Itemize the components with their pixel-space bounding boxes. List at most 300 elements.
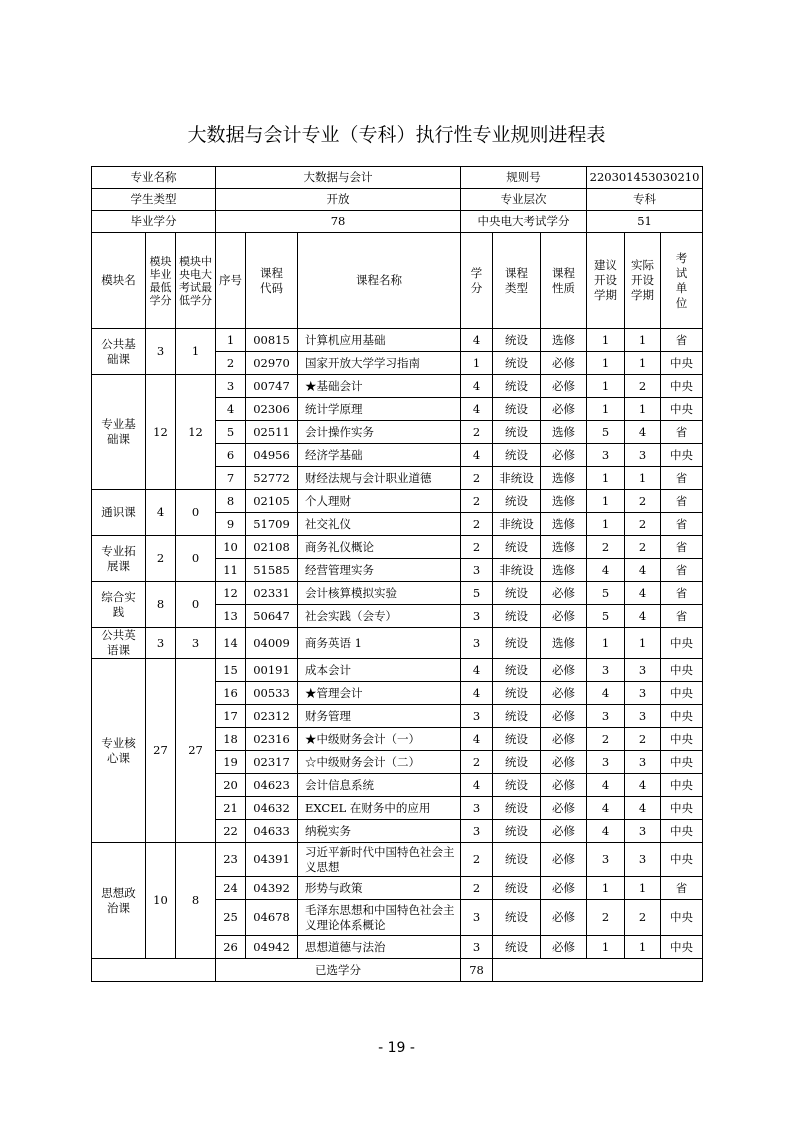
course-actual-term: 4 (625, 797, 661, 820)
course-code: 04942 (246, 936, 298, 959)
course-seq: 18 (216, 728, 246, 751)
table-row (92, 659, 703, 682)
course-exam-unit: 中央 (661, 751, 703, 774)
course-credits: 2 (461, 536, 493, 559)
level-label: 专业层次 (461, 189, 587, 211)
course-actual-term: 4 (625, 774, 661, 797)
course-name: 国家开放大学学习指南 (298, 352, 461, 375)
course-credits: 2 (461, 467, 493, 490)
course-code: 04392 (246, 877, 298, 900)
course-nature: 必修 (541, 605, 587, 628)
course-exam-unit: 省 (661, 582, 703, 605)
info-row-2 (92, 189, 703, 211)
course-seq: 24 (216, 877, 246, 900)
course-seq: 4 (216, 398, 246, 421)
course-name: 经营管理实务 (298, 559, 461, 582)
course-exam-unit: 中央 (661, 375, 703, 398)
course-seq: 23 (216, 843, 246, 877)
course-actual-term: 1 (625, 329, 661, 352)
course-suggested-term: 5 (587, 582, 625, 605)
course-type: 统设 (493, 421, 541, 444)
course-seq: 19 (216, 751, 246, 774)
course-type: 统设 (493, 751, 541, 774)
course-seq: 2 (216, 352, 246, 375)
table-row (92, 843, 703, 877)
course-suggested-term: 1 (587, 352, 625, 375)
course-nature: 选修 (541, 490, 587, 513)
course-type: 非统设 (493, 513, 541, 536)
course-exam-unit: 中央 (661, 728, 703, 751)
course-code: 00191 (246, 659, 298, 682)
course-exam-unit: 省 (661, 559, 703, 582)
course-name: 会计核算模拟实验 (298, 582, 461, 605)
course-code: 02331 (246, 582, 298, 605)
course-suggested-term: 2 (587, 728, 625, 751)
course-suggested-term: 1 (587, 375, 625, 398)
header-exam: 考试单位 (661, 233, 703, 329)
course-actual-term: 3 (625, 705, 661, 728)
course-actual-term: 1 (625, 628, 661, 659)
course-seq: 8 (216, 490, 246, 513)
course-seq: 9 (216, 513, 246, 536)
course-code: 04678 (246, 900, 298, 936)
course-name: 会计操作实务 (298, 421, 461, 444)
header-row (92, 233, 703, 329)
module-min-credits: 8 (146, 582, 176, 628)
course-suggested-term: 1 (587, 329, 625, 352)
course-suggested-term: 3 (587, 659, 625, 682)
course-type: 统设 (493, 329, 541, 352)
course-exam-unit: 中央 (661, 444, 703, 467)
course-actual-term: 3 (625, 820, 661, 843)
course-name: ★基础会计 (298, 375, 461, 398)
course-suggested-term: 3 (587, 843, 625, 877)
course-code: 00747 (246, 375, 298, 398)
module-name: 公共英语课 (92, 628, 146, 659)
course-type: 统设 (493, 659, 541, 682)
course-nature: 必修 (541, 820, 587, 843)
course-name: 社交礼仪 (298, 513, 461, 536)
course-nature: 必修 (541, 774, 587, 797)
course-seq: 12 (216, 582, 246, 605)
course-exam-unit: 中央 (661, 797, 703, 820)
course-credits: 4 (461, 728, 493, 751)
module-central-credits: 0 (176, 582, 216, 628)
course-code: 04956 (246, 444, 298, 467)
course-exam-unit: 中央 (661, 659, 703, 682)
course-name: ★中级财务会计（一） (298, 728, 461, 751)
table-row (92, 329, 703, 352)
course-suggested-term: 4 (587, 774, 625, 797)
course-nature: 选修 (541, 329, 587, 352)
course-suggested-term: 1 (587, 398, 625, 421)
course-type: 统设 (493, 582, 541, 605)
course-actual-term: 1 (625, 936, 661, 959)
header-type: 课程类型 (493, 233, 541, 329)
course-actual-term: 3 (625, 444, 661, 467)
course-actual-term: 4 (625, 559, 661, 582)
course-suggested-term: 5 (587, 421, 625, 444)
module-name: 专业基础课 (92, 375, 146, 490)
module-name: 综合实践 (92, 582, 146, 628)
header-module: 模块名 (92, 233, 146, 329)
course-exam-unit: 省 (661, 467, 703, 490)
central-credits-label: 中央电大考试学分 (461, 211, 587, 233)
course-name: 会计信息系统 (298, 774, 461, 797)
info-row-1 (92, 167, 703, 189)
course-nature: 必修 (541, 682, 587, 705)
curriculum-table (91, 166, 703, 982)
course-type: 统设 (493, 490, 541, 513)
course-actual-term: 1 (625, 352, 661, 375)
course-exam-unit: 省 (661, 605, 703, 628)
page-title: 大数据与会计专业（专科）执行性专业规则进程表 (187, 124, 606, 146)
course-type: 统设 (493, 797, 541, 820)
footer-row (92, 959, 703, 982)
table-row (92, 628, 703, 659)
module-min-credits: 2 (146, 536, 176, 582)
course-name: 商务礼仪概论 (298, 536, 461, 559)
module-min-credits: 12 (146, 375, 176, 490)
central-credits-value: 51 (587, 211, 703, 233)
course-code: 02306 (246, 398, 298, 421)
course-actual-term: 3 (625, 843, 661, 877)
course-type: 统设 (493, 444, 541, 467)
course-credits: 2 (461, 843, 493, 877)
plan-no-label: 规则号 (461, 167, 587, 189)
course-nature: 必修 (541, 936, 587, 959)
course-type: 统设 (493, 536, 541, 559)
header-course: 课程名称 (298, 233, 461, 329)
course-actual-term: 4 (625, 605, 661, 628)
table-row (92, 536, 703, 559)
course-nature: 必修 (541, 843, 587, 877)
course-suggested-term: 4 (587, 820, 625, 843)
course-actual-term: 2 (625, 375, 661, 398)
course-name: 财经法规与会计职业道德 (298, 467, 461, 490)
module-name: 通识课 (92, 490, 146, 536)
table-row (92, 490, 703, 513)
course-code: 02108 (246, 536, 298, 559)
course-credits: 3 (461, 559, 493, 582)
course-credits: 3 (461, 900, 493, 936)
course-seq: 17 (216, 705, 246, 728)
course-name: ☆中级财务会计（二） (298, 751, 461, 774)
header-min-credits: 模块毕业最低学分 (146, 233, 176, 329)
course-suggested-term: 1 (587, 877, 625, 900)
course-type: 统设 (493, 843, 541, 877)
course-actual-term: 2 (625, 728, 661, 751)
course-code: 02312 (246, 705, 298, 728)
course-seq: 3 (216, 375, 246, 398)
course-code: 02317 (246, 751, 298, 774)
course-name: 商务英语 1 (298, 628, 461, 659)
course-exam-unit: 省 (661, 329, 703, 352)
course-seq: 10 (216, 536, 246, 559)
course-name: 纳税实务 (298, 820, 461, 843)
module-central-credits: 8 (176, 843, 216, 959)
course-credits: 4 (461, 444, 493, 467)
selected-credits-value: 78 (461, 959, 493, 982)
student-type-value: 开放 (216, 189, 461, 211)
student-type-label: 学生类型 (92, 189, 216, 211)
module-min-credits: 4 (146, 490, 176, 536)
course-code: 02970 (246, 352, 298, 375)
course-name: ★管理会计 (298, 682, 461, 705)
plan-no-value: 220301453030210 (587, 167, 703, 189)
course-seq: 11 (216, 559, 246, 582)
module-min-credits: 3 (146, 628, 176, 659)
footer-empty (92, 959, 216, 982)
course-name: 个人理财 (298, 490, 461, 513)
course-exam-unit: 中央 (661, 936, 703, 959)
course-type: 统设 (493, 936, 541, 959)
module-central-credits: 0 (176, 490, 216, 536)
module-central-credits: 3 (176, 628, 216, 659)
course-code: 00815 (246, 329, 298, 352)
module-name: 公共基础课 (92, 329, 146, 375)
course-credits: 3 (461, 936, 493, 959)
info-row-3 (92, 211, 703, 233)
course-credits: 2 (461, 877, 493, 900)
course-suggested-term: 1 (587, 467, 625, 490)
module-min-credits: 10 (146, 843, 176, 959)
course-type: 统设 (493, 628, 541, 659)
course-code: 02316 (246, 728, 298, 751)
course-code: 04632 (246, 797, 298, 820)
course-exam-unit: 中央 (661, 352, 703, 375)
course-nature: 选修 (541, 628, 587, 659)
course-code: 00533 (246, 682, 298, 705)
course-code: 50647 (246, 605, 298, 628)
table-row (92, 375, 703, 398)
course-code: 51709 (246, 513, 298, 536)
course-nature: 必修 (541, 582, 587, 605)
page-number: - 19 - (378, 1040, 415, 1056)
course-suggested-term: 4 (587, 682, 625, 705)
course-suggested-term: 5 (587, 605, 625, 628)
course-seq: 14 (216, 628, 246, 659)
course-actual-term: 1 (625, 877, 661, 900)
course-actual-term: 4 (625, 421, 661, 444)
course-credits: 4 (461, 398, 493, 421)
course-type: 统设 (493, 877, 541, 900)
module-min-credits: 3 (146, 329, 176, 375)
course-seq: 7 (216, 467, 246, 490)
course-credits: 3 (461, 605, 493, 628)
course-seq: 6 (216, 444, 246, 467)
course-exam-unit: 中央 (661, 705, 703, 728)
course-actual-term: 2 (625, 900, 661, 936)
course-name: 经济学基础 (298, 444, 461, 467)
course-credits: 2 (461, 490, 493, 513)
course-seq: 15 (216, 659, 246, 682)
course-exam-unit: 省 (661, 513, 703, 536)
course-exam-unit: 中央 (661, 843, 703, 877)
course-nature: 必修 (541, 444, 587, 467)
table-row (92, 582, 703, 605)
header-code: 课程代码 (246, 233, 298, 329)
course-name: EXCEL 在财务中的应用 (298, 797, 461, 820)
course-seq: 16 (216, 682, 246, 705)
course-credits: 3 (461, 705, 493, 728)
course-code: 04623 (246, 774, 298, 797)
course-name: 计算机应用基础 (298, 329, 461, 352)
header-central-min: 模块中央电大考试最低学分 (176, 233, 216, 329)
course-name: 成本会计 (298, 659, 461, 682)
course-exam-unit: 省 (661, 536, 703, 559)
module-name: 专业核心课 (92, 659, 146, 843)
course-nature: 选修 (541, 421, 587, 444)
course-nature: 选修 (541, 513, 587, 536)
course-exam-unit: 中央 (661, 900, 703, 936)
course-type: 统设 (493, 605, 541, 628)
course-seq: 5 (216, 421, 246, 444)
course-name: 财务管理 (298, 705, 461, 728)
course-exam-unit: 中央 (661, 820, 703, 843)
module-min-credits: 27 (146, 659, 176, 843)
course-suggested-term: 3 (587, 444, 625, 467)
course-exam-unit: 省 (661, 877, 703, 900)
course-credits: 2 (461, 513, 493, 536)
course-type: 统设 (493, 774, 541, 797)
course-code: 04391 (246, 843, 298, 877)
course-type: 统设 (493, 728, 541, 751)
course-suggested-term: 4 (587, 559, 625, 582)
course-credits: 4 (461, 774, 493, 797)
module-central-credits: 1 (176, 329, 216, 375)
course-credits: 3 (461, 797, 493, 820)
course-suggested-term: 3 (587, 705, 625, 728)
course-actual-term: 1 (625, 398, 661, 421)
header-credits: 学分 (461, 233, 493, 329)
course-type: 统设 (493, 375, 541, 398)
course-exam-unit: 中央 (661, 628, 703, 659)
course-code: 02511 (246, 421, 298, 444)
course-actual-term: 3 (625, 751, 661, 774)
course-name: 社会实践（会专） (298, 605, 461, 628)
course-actual-term: 4 (625, 582, 661, 605)
course-credits: 4 (461, 682, 493, 705)
course-nature: 选修 (541, 559, 587, 582)
footer-empty-right (493, 959, 703, 982)
course-code: 04633 (246, 820, 298, 843)
course-nature: 必修 (541, 728, 587, 751)
course-credits: 1 (461, 352, 493, 375)
course-type: 非统设 (493, 559, 541, 582)
course-name: 毛泽东思想和中国特色社会主义理论体系概论 (298, 900, 461, 936)
course-suggested-term: 4 (587, 797, 625, 820)
course-exam-unit: 中央 (661, 398, 703, 421)
course-seq: 21 (216, 797, 246, 820)
course-seq: 13 (216, 605, 246, 628)
course-suggested-term: 1 (587, 936, 625, 959)
module-central-credits: 27 (176, 659, 216, 843)
module-name: 思想政治课 (92, 843, 146, 959)
course-nature: 必修 (541, 398, 587, 421)
course-exam-unit: 省 (661, 490, 703, 513)
course-seq: 25 (216, 900, 246, 936)
course-name: 习近平新时代中国特色社会主义思想 (298, 843, 461, 877)
header-suggested: 建议开设学期 (587, 233, 625, 329)
major-label: 专业名称 (92, 167, 216, 189)
course-seq: 1 (216, 329, 246, 352)
course-actual-term: 1 (625, 467, 661, 490)
course-suggested-term: 3 (587, 751, 625, 774)
course-actual-term: 3 (625, 682, 661, 705)
course-credits: 3 (461, 820, 493, 843)
course-type: 统设 (493, 820, 541, 843)
course-actual-term: 3 (625, 659, 661, 682)
course-exam-unit: 中央 (661, 774, 703, 797)
course-credits: 4 (461, 659, 493, 682)
course-type: 统设 (493, 352, 541, 375)
course-credits: 2 (461, 421, 493, 444)
course-suggested-term: 2 (587, 536, 625, 559)
course-name: 思想道德与法治 (298, 936, 461, 959)
course-credits: 5 (461, 582, 493, 605)
major-value: 大数据与会计 (216, 167, 461, 189)
course-type: 统设 (493, 705, 541, 728)
course-credits: 2 (461, 751, 493, 774)
course-nature: 选修 (541, 536, 587, 559)
course-nature: 必修 (541, 375, 587, 398)
course-credits: 4 (461, 329, 493, 352)
course-suggested-term: 1 (587, 490, 625, 513)
module-name: 专业拓展课 (92, 536, 146, 582)
course-nature: 必修 (541, 659, 587, 682)
course-actual-term: 2 (625, 536, 661, 559)
course-actual-term: 2 (625, 490, 661, 513)
course-code: 52772 (246, 467, 298, 490)
module-central-credits: 0 (176, 536, 216, 582)
course-nature: 必修 (541, 352, 587, 375)
course-exam-unit: 省 (661, 421, 703, 444)
course-exam-unit: 中央 (661, 682, 703, 705)
course-seq: 26 (216, 936, 246, 959)
module-central-credits: 12 (176, 375, 216, 490)
header-nature: 课程性质 (541, 233, 587, 329)
course-seq: 20 (216, 774, 246, 797)
table-body (92, 167, 703, 982)
course-credits: 4 (461, 375, 493, 398)
level-value: 专科 (587, 189, 703, 211)
selected-credits-label: 已选学分 (216, 959, 461, 982)
course-nature: 选修 (541, 467, 587, 490)
course-suggested-term: 2 (587, 900, 625, 936)
course-name: 统计学原理 (298, 398, 461, 421)
header-actual: 实际开设学期 (625, 233, 661, 329)
course-credits: 3 (461, 628, 493, 659)
grad-credits-value: 78 (216, 211, 461, 233)
course-nature: 必修 (541, 705, 587, 728)
grad-credits-label: 毕业学分 (92, 211, 216, 233)
course-code: 02105 (246, 490, 298, 513)
course-type: 统设 (493, 900, 541, 936)
course-suggested-term: 1 (587, 628, 625, 659)
course-seq: 22 (216, 820, 246, 843)
course-type: 统设 (493, 682, 541, 705)
course-code: 51585 (246, 559, 298, 582)
course-actual-term: 2 (625, 513, 661, 536)
course-nature: 必修 (541, 797, 587, 820)
course-code: 04009 (246, 628, 298, 659)
course-suggested-term: 1 (587, 513, 625, 536)
course-nature: 必修 (541, 751, 587, 774)
header-seq: 序号 (216, 233, 246, 329)
course-nature: 必修 (541, 900, 587, 936)
course-nature: 必修 (541, 877, 587, 900)
